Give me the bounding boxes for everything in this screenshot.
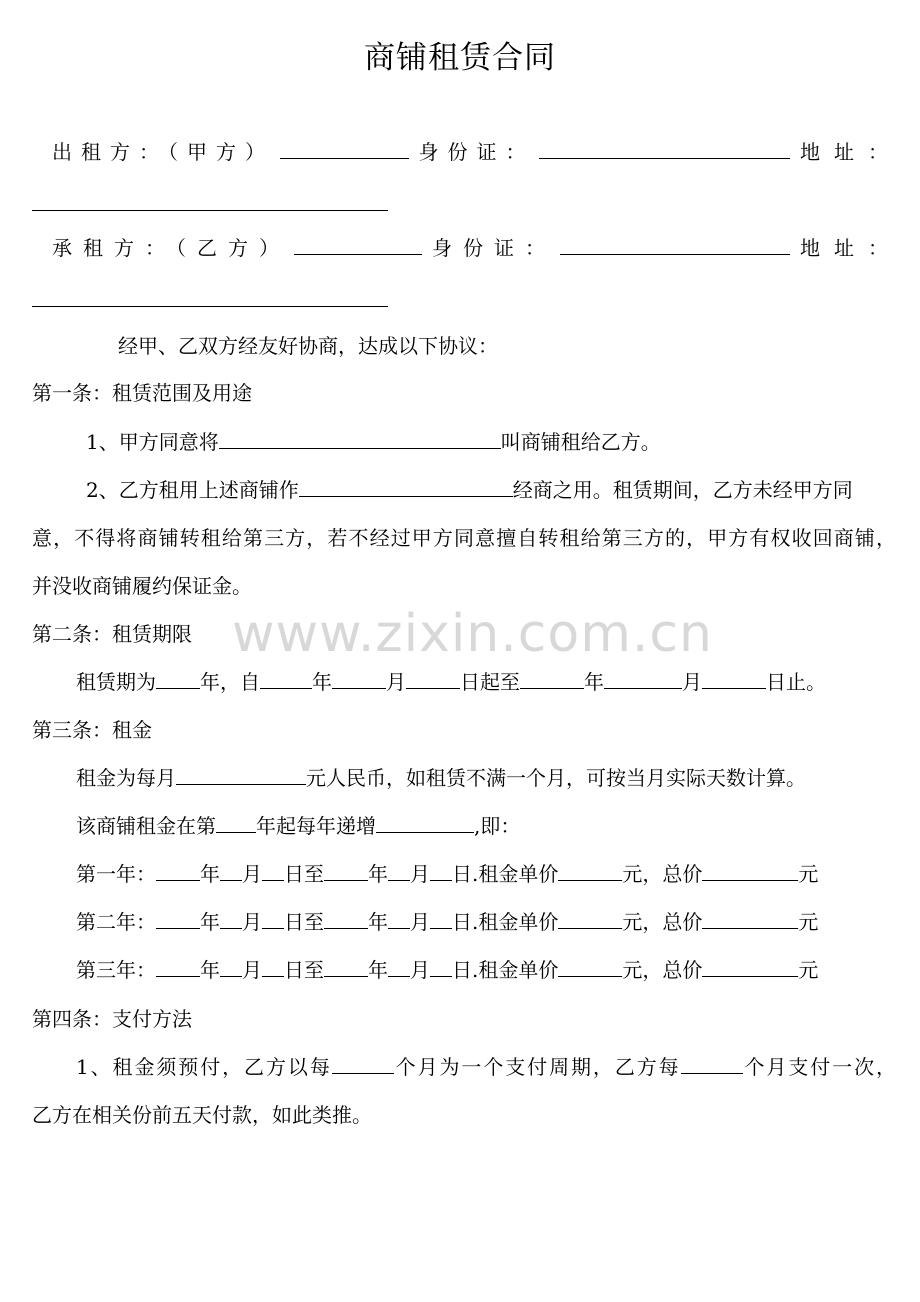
- lessee-id-label: 身份证：: [431, 236, 556, 260]
- month-text: 月: [410, 910, 430, 934]
- end-day-blank[interactable]: [702, 668, 766, 689]
- rent-text-b: 元人民币，如租赁不满一个月，可按当月实际天数计算。: [306, 766, 806, 790]
- article1-heading: 第一条：租赁范围及用途: [32, 381, 252, 405]
- lessee-name-blank[interactable]: [294, 234, 422, 255]
- year-text: 年: [200, 862, 220, 886]
- day-to-text: 日起至: [460, 670, 520, 694]
- end-year-blank[interactable]: [520, 668, 584, 689]
- lessor-address-label: 地址：: [800, 140, 902, 164]
- blank[interactable]: [324, 956, 368, 977]
- year-row-label: 第二年：: [76, 910, 156, 934]
- month-text: 月: [682, 670, 702, 694]
- total-blank[interactable]: [702, 908, 798, 929]
- unit-price-text: 日.租金单价: [452, 862, 559, 886]
- increase-rate-blank[interactable]: [376, 812, 474, 833]
- year-row: [76, 860, 818, 888]
- increase-year-blank[interactable]: [216, 812, 256, 833]
- day-to-text: 日至: [284, 910, 324, 934]
- unit-price-blank[interactable]: [558, 956, 622, 977]
- lessor-name-blank[interactable]: [280, 138, 409, 159]
- payment-cycle-blank[interactable]: [332, 1053, 394, 1074]
- blank[interactable]: [220, 908, 242, 929]
- year-row: [76, 908, 818, 936]
- day-to-text: 日至: [284, 958, 324, 982]
- blank[interactable]: [388, 908, 410, 929]
- unit-price-text: 日.租金单价: [452, 910, 559, 934]
- blank[interactable]: [430, 956, 452, 977]
- month-text: 月: [242, 862, 262, 886]
- month-text: 月: [242, 910, 262, 934]
- lease-term-text: 租赁期为: [76, 670, 156, 694]
- blank[interactable]: [156, 860, 200, 881]
- unit-price-text: 日.租金单价: [452, 958, 559, 982]
- lease-term-line: [76, 668, 826, 696]
- blank[interactable]: [430, 908, 452, 929]
- blank[interactable]: [220, 956, 242, 977]
- blank[interactable]: [388, 860, 410, 881]
- total-blank[interactable]: [702, 956, 798, 977]
- lessee-line: [52, 234, 902, 262]
- blank[interactable]: [262, 860, 284, 881]
- shop-use-blank[interactable]: [299, 476, 513, 497]
- start-month-blank[interactable]: [332, 668, 386, 689]
- total-text: 元，总价: [622, 862, 703, 886]
- blank[interactable]: [156, 908, 200, 929]
- rent-increase-line: [76, 812, 520, 840]
- increase-text-a: 该商铺租金在第: [76, 814, 216, 838]
- lease-from-text: 年，自: [200, 670, 260, 694]
- end-month-blank[interactable]: [604, 668, 682, 689]
- monthly-rent-blank[interactable]: [176, 764, 306, 785]
- year-row-label: 第三年：: [76, 958, 156, 982]
- day-to-text: 日至: [284, 862, 324, 886]
- unit-price-blank[interactable]: [558, 860, 622, 881]
- lessor-id-label: 身份证：: [418, 140, 535, 164]
- year-text: 年: [368, 862, 388, 886]
- article2-heading: 第二条：租赁期限: [32, 622, 192, 646]
- yuan-text: 元: [798, 862, 819, 886]
- article1-item1-text-a: 1、甲方同意将: [86, 430, 219, 454]
- year-text: 年: [584, 670, 604, 694]
- lessor-id-blank[interactable]: [539, 138, 790, 159]
- year-text: 年: [312, 670, 332, 694]
- article1-item1: [86, 428, 661, 456]
- article1-item2: [86, 476, 853, 504]
- article3-heading: 第三条：租金: [32, 718, 152, 742]
- watermark: www.zixin.com.cn: [232, 604, 713, 664]
- blank[interactable]: [262, 956, 284, 977]
- month-text: 月: [242, 958, 262, 982]
- payment-text-a: 1、租金须预付，乙方以每: [76, 1055, 332, 1079]
- shop-name-blank[interactable]: [219, 428, 501, 449]
- rent-text-a: 租金为每月: [76, 766, 176, 790]
- article1-item2-line3: 并没收商铺履约保证金。: [32, 574, 252, 598]
- payment-interval-blank[interactable]: [681, 1053, 743, 1074]
- payment-line2: 乙方在相关份前五天付款，如此类推。: [32, 1103, 372, 1127]
- year-text: 年: [368, 958, 388, 982]
- total-blank[interactable]: [702, 860, 798, 881]
- year-text: 年: [200, 910, 220, 934]
- article1-item2-line2: 意，不得将商铺转租给第三方，若不经过甲方同意擅自转租给第三方的，甲方有权收回商铺，: [32, 526, 896, 550]
- blank[interactable]: [262, 908, 284, 929]
- month-text: 月: [410, 958, 430, 982]
- lessor-line: [52, 138, 902, 166]
- increase-text-c: ,即：: [474, 814, 521, 838]
- year-row-label: 第一年：: [76, 862, 156, 886]
- intro-text: 经甲、乙双方经友好协商，达成以下协议：: [118, 334, 498, 358]
- month-text: 月: [386, 670, 406, 694]
- blank[interactable]: [430, 860, 452, 881]
- lessor-address-blank[interactable]: [32, 210, 388, 211]
- article4-heading: 第四条：支付方法: [32, 1007, 192, 1031]
- month-text: 月: [410, 862, 430, 886]
- total-text: 元，总价: [622, 910, 703, 934]
- lease-years-blank[interactable]: [156, 668, 200, 689]
- year-row: [76, 956, 818, 984]
- article1-item2-text-b: 经商之用。租赁期间，乙方未经甲方同: [512, 478, 853, 502]
- payment-text-c: 个月支付一次，: [742, 1055, 896, 1079]
- yuan-text: 元: [798, 958, 819, 982]
- blank[interactable]: [220, 860, 242, 881]
- unit-price-blank[interactable]: [558, 908, 622, 929]
- total-text: 元，总价: [622, 958, 703, 982]
- payment-line: [76, 1053, 896, 1081]
- yuan-text: 元: [798, 910, 819, 934]
- document-title: 商铺租赁合同: [364, 40, 556, 76]
- year-text: 年: [200, 958, 220, 982]
- blank[interactable]: [324, 908, 368, 929]
- lessee-address-blank[interactable]: [32, 306, 388, 307]
- lessor-label: 出租方：（甲方）: [52, 140, 274, 164]
- blank[interactable]: [388, 956, 410, 977]
- payment-text-b: 个月为一个支付周期，乙方每: [393, 1055, 681, 1079]
- lessee-label: 承租方：（乙方）: [52, 236, 290, 260]
- blank[interactable]: [156, 956, 200, 977]
- year-text: 年: [368, 910, 388, 934]
- lessee-address-label: 地址：: [800, 236, 902, 260]
- rent-line: [76, 764, 806, 792]
- day-end-text: 日止。: [766, 670, 826, 694]
- article1-item2-text-a: 2、乙方租用上述商铺作: [86, 478, 299, 502]
- increase-text-b: 年起每年递增: [256, 814, 376, 838]
- article1-item1-text-b: 叫商铺租给乙方。: [500, 430, 661, 454]
- start-day-blank[interactable]: [406, 668, 460, 689]
- blank[interactable]: [324, 860, 368, 881]
- start-year-blank[interactable]: [260, 668, 312, 689]
- lessee-id-blank[interactable]: [560, 234, 790, 255]
